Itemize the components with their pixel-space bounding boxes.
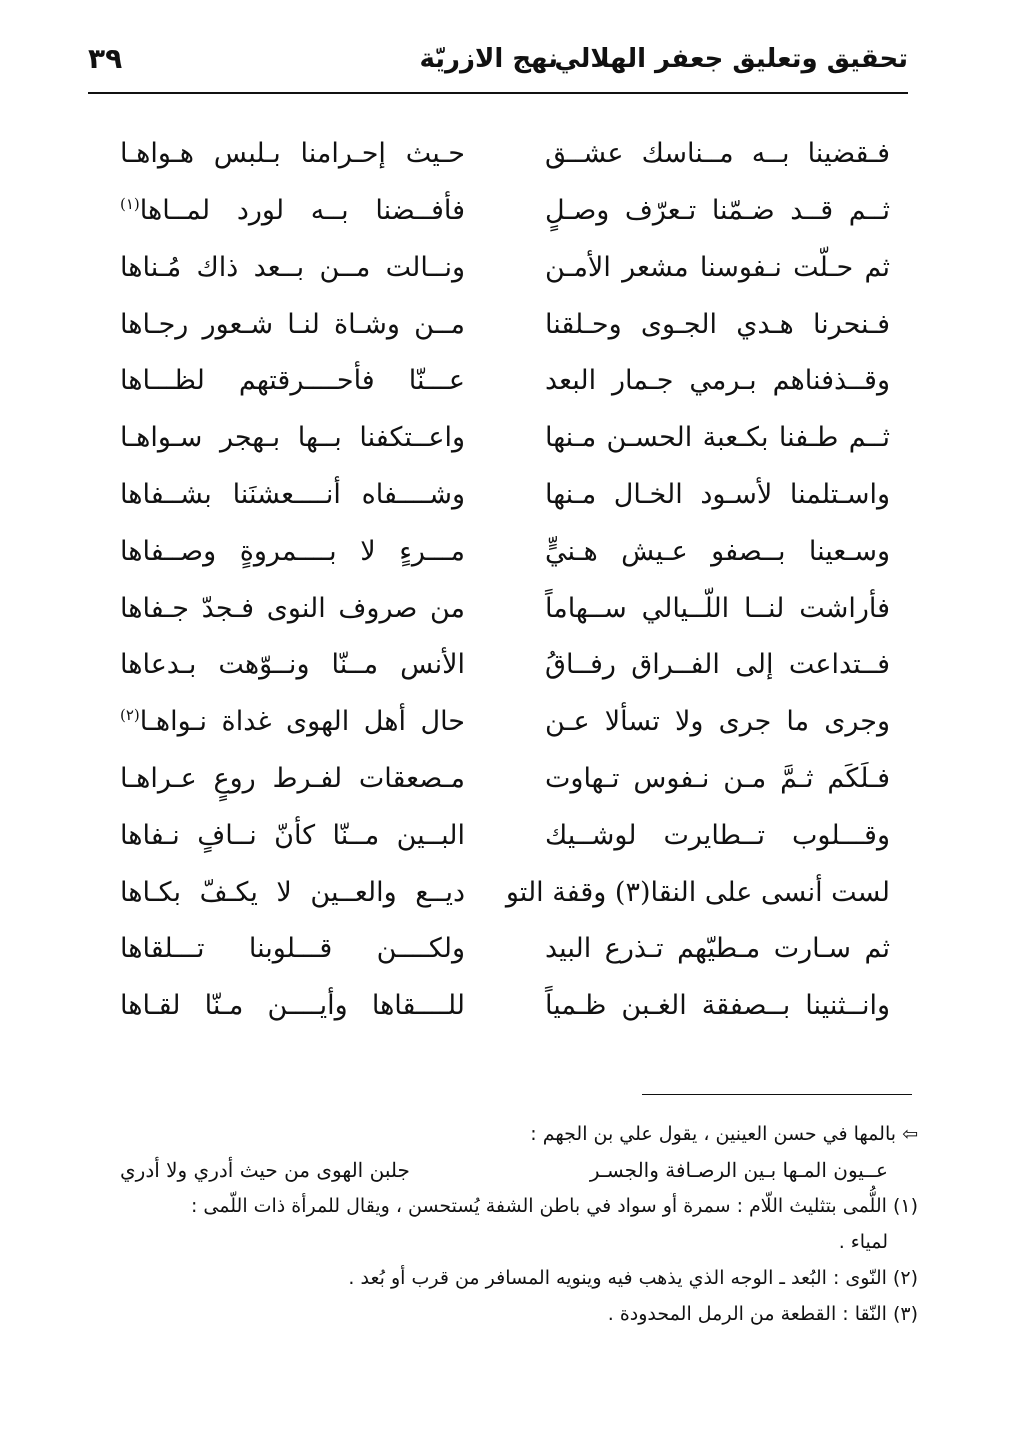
second-hemistich: [120, 422, 465, 454]
first-hemistich: فأراشت لنــا اللّــيالي ســهاماً: [545, 592, 890, 624]
first-hemistich: ثم حـلّت نـفوسنا مشعر الأمـن: [545, 251, 890, 283]
verse-line: [120, 580, 890, 637]
verse-line: [120, 353, 890, 410]
second-hemistich: [120, 365, 465, 397]
second-hemistich: [120, 536, 465, 568]
hemistich-text: البــين مــنّا كأنّ نــافٍ نـفاها: [120, 819, 465, 851]
first-hemistich: فــتداعت إلى الفــراق رفــاقُ: [545, 649, 890, 681]
hemistich-text: مـــرءٍ لا بــــمروةٍ وصــفاها: [120, 535, 465, 567]
second-hemistich: [120, 649, 465, 681]
verse-line: [120, 864, 890, 921]
first-hemistich: واسـتلمنا لأسـود الخـال مـنها: [545, 478, 890, 510]
first-hemistich: وقـــلوب تــطايرت لوشــيك: [545, 819, 890, 851]
first-hemistich: وسـعينا بــصفو عـيش هـنيٍّ: [545, 535, 890, 567]
second-hemistich: [120, 252, 465, 284]
footnote-2: (٢) النّوى : البُعد ـ الوجه الذي يذهب فيه وينويه المسافر من قرب أو بُعد .: [348, 1267, 918, 1289]
second-hemistich: [120, 820, 465, 852]
second-hemistich: [120, 990, 465, 1022]
first-hemistich: ثم سـارت مـطيّهم تـذرع البيد: [545, 933, 890, 965]
footnote-marker: (٢): [120, 706, 140, 725]
first-hemistich: فـلَكَم ثـمَّ مـن نـفوس تـهاوت: [545, 762, 890, 794]
footnote-1: (١) اللُّمى بتثليث اللّام : سمرة أو سواد في باطن الشفة يُستحسن ، ويقال للمرأة ذات اللّمى :: [190, 1195, 918, 1217]
footnote-divider: [642, 1094, 912, 1095]
second-hemistich: [120, 877, 465, 909]
verse-line: [120, 296, 890, 353]
second-hemistich: [120, 479, 465, 511]
second-hemistich: [120, 195, 465, 227]
verse-line: [120, 978, 890, 1035]
hemistich-text: من صروف النوى فـجدّ جـفاها: [120, 592, 465, 624]
verse-line: [120, 410, 890, 467]
verse-line: [120, 524, 890, 581]
first-hemistich: ثــم قــد ضـمّنا تـعرّف وصـلٍ: [545, 195, 890, 226]
first-hemistich: لست أنسى على النقا(٣) وقفة التو: [505, 876, 890, 908]
footnote-quoted-verse: [100, 1152, 918, 1188]
hemistich-text: مـصعقات لفـرط روعٍ عـراهـا: [120, 762, 465, 794]
verse-line: [120, 751, 890, 808]
first-hemistich: فـنحرنا هـدي الجـوى وحـلقنا: [545, 308, 890, 340]
second-hemistich: [120, 138, 465, 170]
second-hemistich: [120, 309, 465, 341]
footnote-intro: ⇦ بالمها في حسن العينين ، يقول علي بن الجهم :: [530, 1123, 918, 1145]
first-hemistich: وانــثنينا بــصفقة الغـبن ظـمياً: [545, 990, 890, 1022]
hemistich-text: حـيث إحـرامنا بـلبس هـواهـا: [120, 138, 465, 170]
hemistich-text: ولكــــن قـــلوبنا تـــلقاها: [120, 933, 465, 965]
quoted-verse-first-hemistich: عــيون المـها بـين الرصـافة والجسـر: [589, 1158, 888, 1182]
hemistich-text: مــن وشـاة لنـا شـعور رجـاها: [120, 308, 465, 340]
verse-line: [120, 467, 890, 524]
first-hemistich: فـقضينا بــه مــناسك عشــق: [545, 138, 890, 170]
verse-line: [120, 637, 890, 694]
hemistich-text: فأفــضنا بــه لورد لمــاها: [139, 195, 465, 226]
first-hemistich: ثــم طـفنا بكـعبة الحسـن مـنها: [545, 422, 890, 454]
second-hemistich: [120, 593, 465, 625]
verse-line: [120, 921, 890, 978]
hemistich-text: وشــــفاه أنــــعشنَنا بشــفاها: [120, 478, 465, 510]
second-hemistich: [120, 763, 465, 795]
poem-body: [120, 126, 890, 1035]
second-hemistich: [120, 706, 465, 738]
verse-line: [120, 694, 890, 751]
verse-line: [120, 183, 890, 240]
footnotes: [100, 1116, 918, 1332]
first-hemistich: وقــذفناهم بـرمي جـمار البعد: [545, 365, 890, 397]
first-hemistich: وجرى ما جرى ولا تسألا عـن: [545, 706, 890, 738]
second-hemistich: [120, 933, 465, 965]
verse-line: [120, 808, 890, 865]
hemistich-text: عـــنّا فأحــــرقتهم لظـــاها: [120, 365, 465, 397]
quoted-verse-second-hemistich: جلبن الهوى من حيث أدري ولا أدري: [120, 1158, 410, 1182]
hemistich-text: الأنس مــنّا ونــوّهت بـدعاها: [120, 649, 465, 681]
hemistich-text: للــــقاها وأيــــن مـنّا لقـاها: [120, 990, 465, 1022]
hemistich-text: واعــتكفنا بــها بـهجر سـواهـا: [120, 422, 465, 454]
footnote-3: (٣) النّقا : القطعة من الرمل المحدودة .: [607, 1303, 918, 1325]
page-number: ٣٩: [88, 42, 123, 75]
header-editor-title: تحقيق وتعليق جعفر الهلالي: [554, 44, 908, 74]
page-header: [88, 36, 908, 94]
footnote-marker: (١): [120, 195, 140, 213]
verse-line: [120, 240, 890, 297]
hemistich-text: ديــع والعــين لا يكـفّ بكـاها: [120, 876, 465, 908]
hemistich-text: حال أهل الهوى غداة نـواهـا: [139, 706, 465, 738]
hemistich-text: ونــالت مــن بــعد ذاك مُـناها: [120, 251, 465, 283]
footnote-1-continuation: لمياء .: [838, 1231, 888, 1253]
header-book-title: نهج الازريّة: [419, 44, 558, 74]
verse-line: [120, 126, 890, 183]
